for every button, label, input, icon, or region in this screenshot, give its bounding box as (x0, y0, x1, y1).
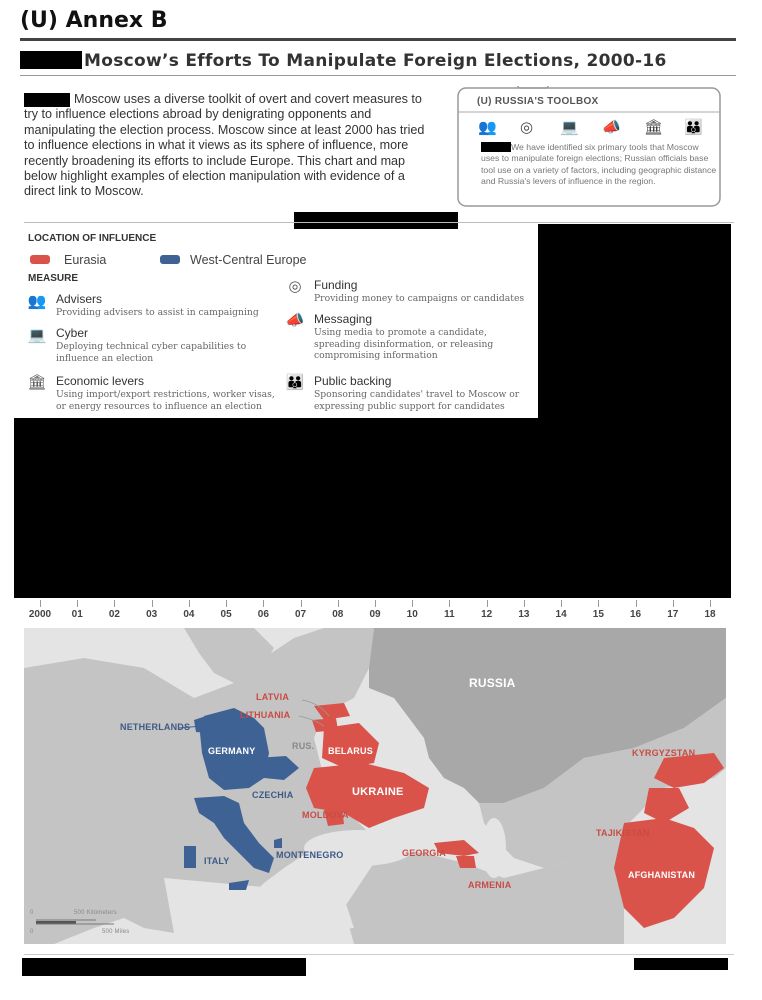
measure-cyber-name: Cyber (56, 326, 89, 340)
intro-paragraph (24, 92, 434, 200)
timeline-tick (375, 600, 376, 607)
influence-map (24, 628, 726, 944)
timeline-year: 06 (257, 609, 269, 620)
map-label-georgia: GEORGIA (402, 848, 446, 858)
timeline-axis (24, 600, 736, 628)
timeline-year: 11 (444, 609, 455, 620)
redaction-block (538, 224, 731, 420)
toolbox-title: (U) RUSSIA'S TOOLBOX (477, 96, 599, 107)
economic-levers-icon: 🏛 (644, 119, 664, 136)
location-heading: LOCATION OF INFLUENCE (28, 233, 157, 244)
cyber-icon: 💻 (560, 119, 579, 136)
timeline-tick (561, 600, 562, 607)
measure-economic-name: Economic levers (56, 374, 145, 388)
timeline-tick (412, 600, 413, 607)
timeline-tick (263, 600, 264, 607)
measure-messaging-desc: Using media to promote a candidate, spreading disinformation, or releasing compromising information (314, 327, 494, 361)
measure-funding-desc: Providing money to campaigns or candidates (314, 293, 525, 304)
measure-public-desc: Sponsoring candidates' travel to Moscow or expressing public support for candidates (314, 389, 520, 412)
measure-heading: MEASURE (28, 273, 79, 284)
document-title: Moscow’s Efforts To Manipulate Foreign Elections, 2000-16 (84, 51, 667, 71)
messaging-icon: 📣 (285, 312, 305, 329)
economic-levers-icon: 🏛 (27, 374, 47, 391)
map-label-moldova: MOLDOVA (302, 810, 349, 820)
map-label-ukraine: UKRAINE (352, 786, 404, 798)
timeline-tick (114, 600, 115, 607)
funding-icon: ◎ (520, 119, 534, 136)
scale-zero-mi: 0 (30, 929, 34, 935)
timeline-year: 2000 (28, 609, 52, 620)
timeline-tick (338, 600, 339, 607)
timeline-tick (189, 600, 190, 607)
redaction-bar (634, 958, 728, 970)
measure-funding-name: Funding (314, 278, 358, 292)
map-label-netherlands: NETHERLANDS (120, 722, 191, 732)
timeline-year: 10 (406, 609, 418, 620)
redaction-bar (294, 212, 458, 229)
map-label-rus: RUS. (292, 741, 315, 751)
redaction-block (14, 418, 731, 598)
timeline-year: 17 (667, 609, 679, 620)
timeline-year: 04 (183, 609, 195, 620)
timeline-tick (710, 600, 711, 607)
west-central-label: West-Central Europe (190, 253, 307, 267)
timeline-year: 13 (518, 609, 530, 620)
map-label-montenegro: MONTENEGRO (276, 850, 344, 860)
title-divider (20, 75, 736, 76)
bottom-rule (24, 954, 734, 955)
map-label-czechia: CZECHIA (252, 790, 294, 800)
timeline-tick (226, 600, 227, 607)
eurasia-label: Eurasia (64, 253, 107, 267)
funding-icon: ◎ (288, 278, 302, 295)
measure-cyber-desc: Deploying technical cyber capabilities to influence an election (56, 341, 247, 364)
map-label-tajikistan: TAJIKISTAN (596, 828, 650, 838)
timeline-year: 16 (629, 609, 642, 620)
timeline-tick (152, 600, 153, 607)
map-label-latvia: LATVIA (256, 692, 290, 702)
timeline-tick (673, 600, 674, 607)
eurasia-swatch (30, 255, 50, 264)
redaction-bar (20, 51, 82, 69)
map-label-lithuania: LITHUANIA (240, 710, 291, 720)
measure-advisers-name: Advisers (56, 292, 103, 306)
legend-divider (24, 222, 734, 223)
measure-economic-desc: Using import/export restrictions, worker visas, or energy resources to influence an election (56, 389, 275, 412)
toolbox-panel (456, 86, 722, 208)
redaction-bar (22, 958, 306, 976)
public-backing-icon: 👪 (285, 374, 305, 391)
west-central-swatch (160, 255, 180, 264)
measure-public-name: Public backing (314, 374, 392, 388)
advisers-icon: 👥 (27, 293, 47, 310)
timeline-tick (301, 600, 302, 607)
toolbox-text: We have identified six primary tools that Moscow uses to manipulate foreign elections; Russian officials base tool use on a variety of factors, including geographic distance and Russia's levers of influence in the region. (481, 142, 717, 186)
advisers-icon: 👥 (478, 119, 497, 136)
timeline-year: 02 (108, 609, 120, 620)
measure-advisers-desc: Providing advisers to assist in campaigning (56, 307, 259, 318)
timeline-year: 01 (71, 609, 83, 620)
timeline-tick (449, 600, 450, 607)
annex-title: (U) Annex B (20, 8, 168, 33)
measure-messaging-name: Messaging (314, 312, 373, 326)
map-label-belarus: BELARUS (328, 746, 373, 756)
title-rule (20, 38, 736, 41)
intro-text: Moscow uses a diverse toolkit of overt and covert measures to try to influence elections abroad by denigrating opponents and manipulating the election process. Moscow since at least 2000 has tried to influence elections in what it views as its sphere of influence, more recently broadening its efforts to include Europe. This chart and map below highlight examples of election manipulation with evidence of a direct link to Moscow. (24, 92, 425, 199)
scale-km-label: 500 Kilometers (74, 910, 117, 916)
map-label-kyrgyzstan: KYRGYZSTAN (632, 748, 696, 758)
timeline-tick (77, 600, 78, 607)
map-label-italy: ITALY (204, 856, 230, 866)
map-label-russia: RUSSIA (469, 676, 516, 690)
timeline-tick (487, 600, 488, 607)
timeline-year: 09 (369, 609, 381, 620)
map-label-afghanistan: AFGHANISTAN (628, 870, 696, 880)
timeline-tick (524, 600, 525, 607)
sardinia-shape (184, 846, 196, 868)
timeline-year: 18 (704, 609, 716, 620)
timeline-year: 08 (332, 609, 344, 620)
timeline-year: 05 (220, 609, 232, 620)
timeline-year: 14 (555, 609, 567, 620)
scale-mi-label: 500 Miles (102, 929, 130, 935)
cyber-icon: 💻 (27, 327, 47, 344)
toolbox-description (481, 142, 717, 187)
timeline-year: 15 (592, 609, 604, 620)
public-backing-icon: 👪 (684, 119, 703, 136)
map-label-germany: GERMANY (208, 746, 256, 756)
timeline-year: 07 (294, 609, 307, 620)
timeline-tick (636, 600, 637, 607)
scale-zero-km: 0 (30, 910, 34, 916)
map-label-armenia: ARMENIA (468, 880, 512, 890)
timeline-year: 12 (481, 609, 493, 620)
timeline-tick (598, 600, 599, 607)
timeline-year: 03 (146, 609, 158, 620)
messaging-icon: 📣 (602, 119, 621, 136)
timeline-tick (40, 600, 41, 607)
